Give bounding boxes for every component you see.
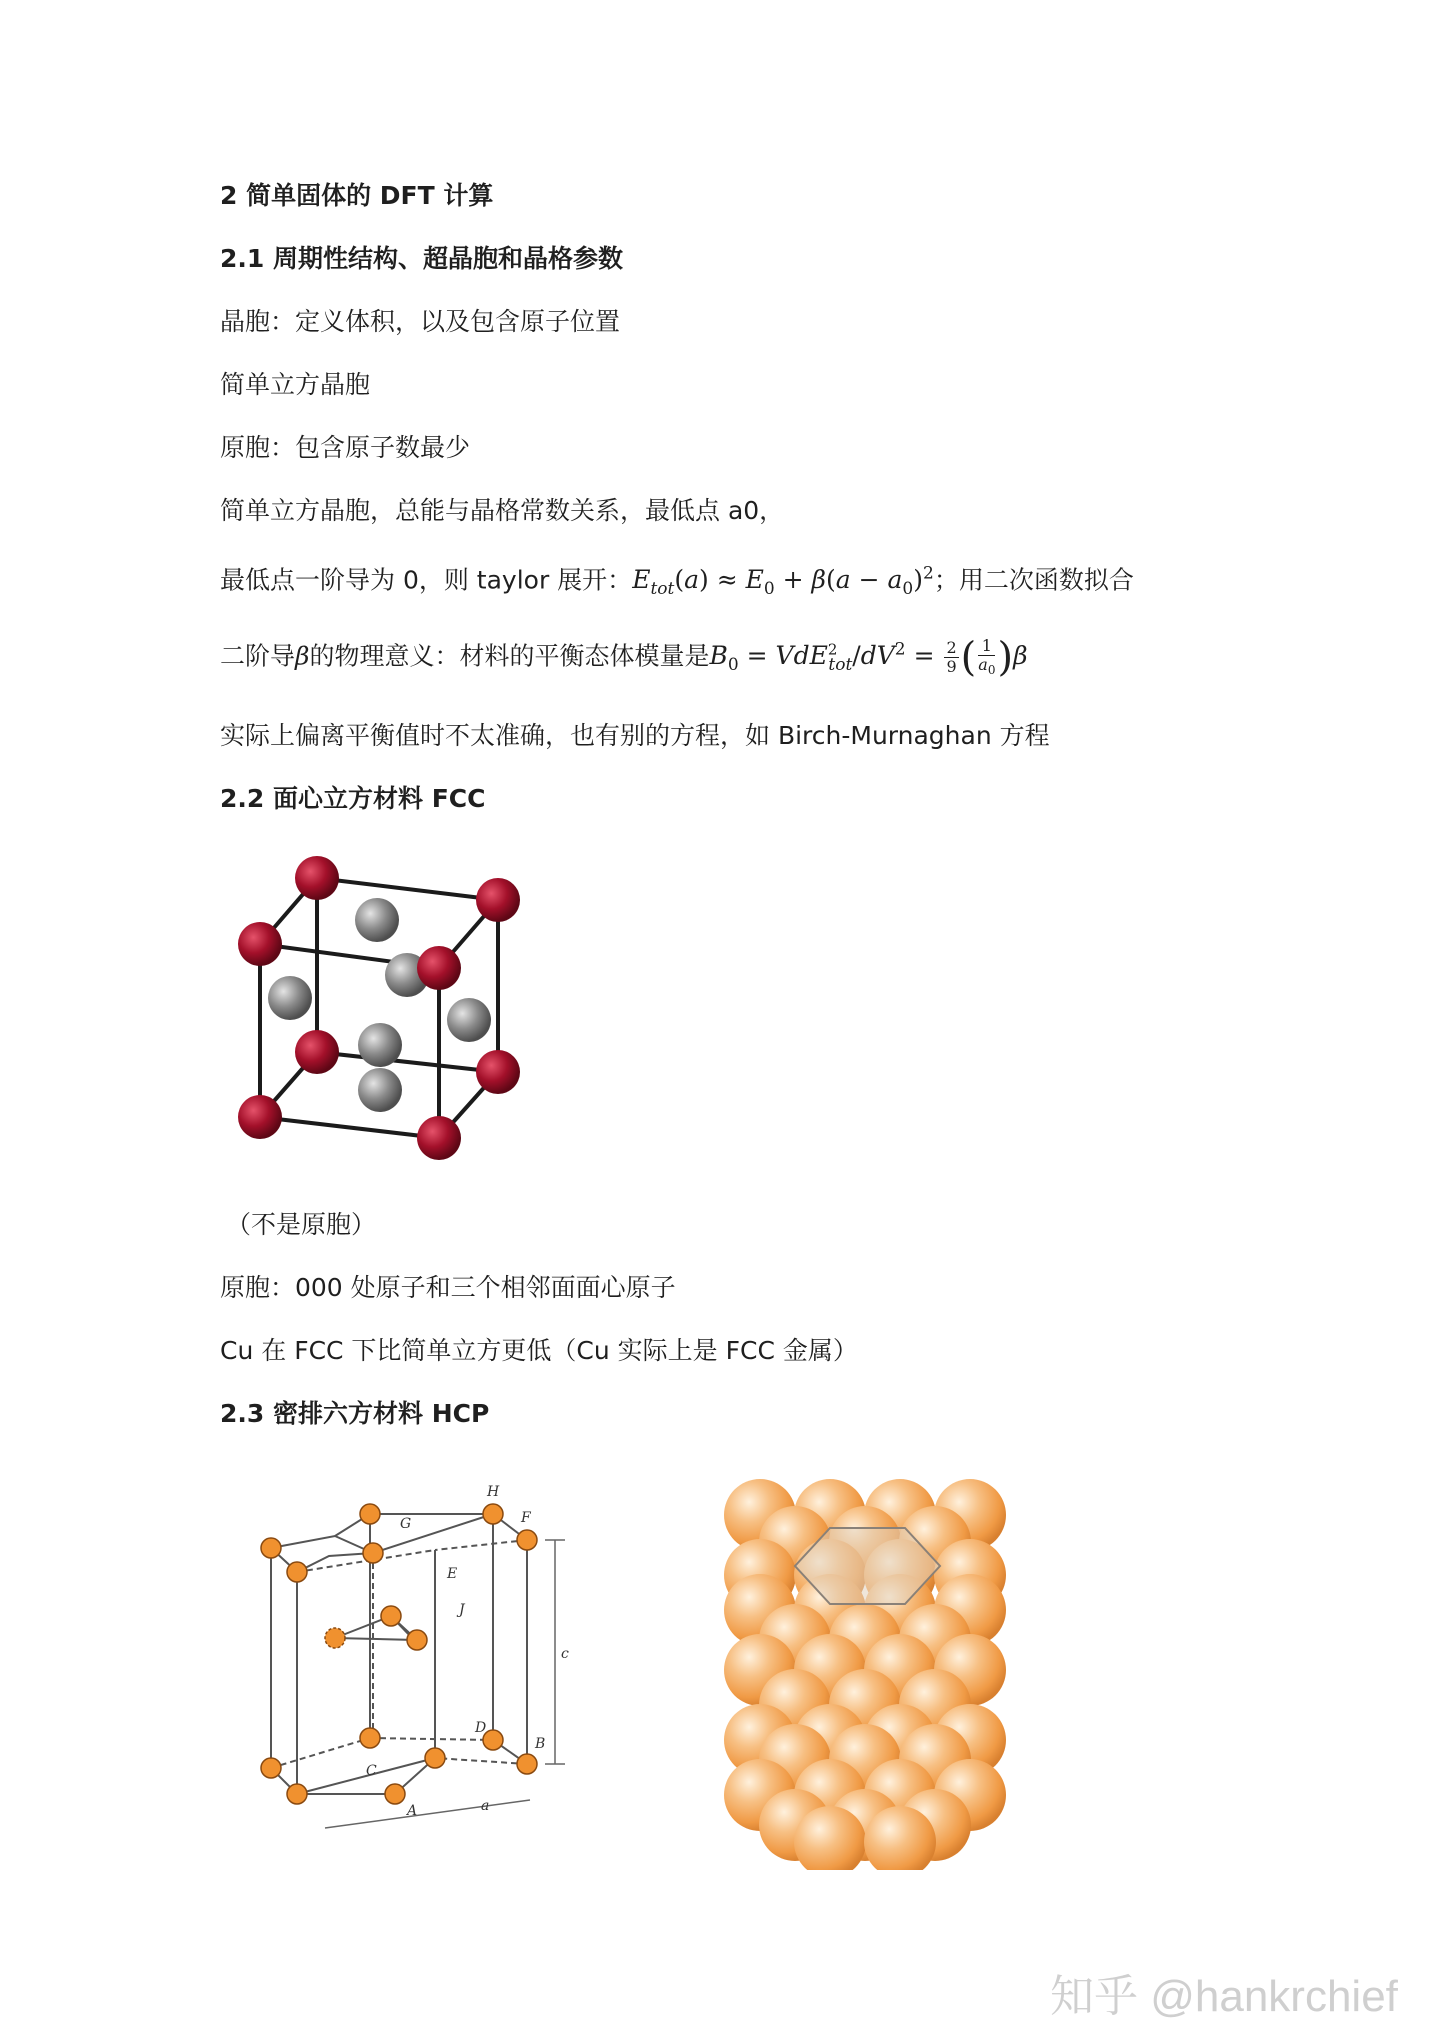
text-line-bulk-modulus — [220, 632, 1028, 683]
text-line-simple-cubic: 简单立方晶胞 — [220, 370, 371, 399]
hcp-atom — [287, 1784, 307, 1804]
bulk-middle: 的物理意义：材料的平衡态体模量是 — [309, 641, 710, 671]
fcc-atoms — [238, 856, 520, 1160]
hcp-atom — [360, 1728, 380, 1748]
label-e: E — [447, 1566, 458, 1582]
hcp-atom — [360, 1504, 380, 1524]
hcp-atom — [363, 1543, 383, 1563]
label-h: H — [487, 1484, 500, 1500]
label-d: D — [475, 1720, 487, 1736]
subsection-2-1-title: 2.1 周期性结构、超晶胞和晶格参数 — [220, 244, 623, 273]
fcc-unit-cell-figure — [215, 840, 535, 1180]
zhihu-watermark: 知乎 @hankrchief — [1050, 1972, 1398, 2021]
label-a-dimension: a — [481, 1798, 490, 1814]
corner-atom — [238, 1095, 282, 1139]
label-b: B — [535, 1736, 546, 1752]
hcp-atom — [517, 1530, 537, 1550]
face-atom — [447, 998, 491, 1042]
corner-atom — [417, 946, 461, 990]
taylor-equation: $E_{tot}(a) \approx E_0 + \beta(a - a_0)^2$ — [632, 564, 934, 600]
subsection-2-2-title: 2.2 面心立方材料 FCC — [220, 784, 486, 813]
text-line-primitive-cell: 原胞：包含原子数最少 — [220, 433, 471, 462]
text-line-birch: 实际上偏离平衡值时不太准确，也有别的方程，如 Birch-Murnaghan 方程 — [220, 721, 1050, 750]
bulk-prefix: 二阶导 — [220, 641, 296, 671]
hcp-atom — [261, 1538, 281, 1558]
corner-atom — [238, 922, 282, 966]
hcp-atom — [381, 1606, 401, 1626]
label-f: F — [521, 1510, 531, 1526]
text-line-cu-fcc: Cu 在 FCC 下比简单立方更低（Cu 实际上是 FCC 金属） — [220, 1336, 858, 1365]
hcp-atom — [407, 1630, 427, 1650]
label-c-vertex: C — [366, 1763, 377, 1779]
text-line-unit-cell: 晶胞：定义体积，以及包含原子位置 — [220, 307, 621, 336]
hcp-unit-cell-diagram — [245, 1478, 590, 1838]
corner-atom — [476, 1050, 520, 1094]
text-line-primitive-fcc: 原胞：000 处原子和三个相邻面面心原子 — [220, 1273, 676, 1302]
face-atom — [358, 1068, 402, 1112]
hcp-atom — [385, 1784, 405, 1804]
face-atom — [358, 1023, 402, 1067]
corner-atom — [417, 1116, 461, 1160]
hcp-atom — [483, 1504, 503, 1524]
label-g: G — [400, 1516, 412, 1532]
section-title: 2 简单固体的 DFT 计算 — [220, 181, 494, 210]
corner-atom — [295, 1030, 339, 1074]
corner-atom — [476, 878, 520, 922]
label-j: J — [459, 1602, 465, 1618]
bulk-equation: $B_0 = VdE^2_{tot}/dV^2$ = $\frac{2}{9}$ ( $\frac{1}{a_0}$ )β — [709, 634, 1028, 681]
hcp-sphere-packing — [690, 1470, 1060, 1870]
hcp-atom — [425, 1748, 445, 1768]
beta-symbol: β — [295, 641, 310, 671]
text-line-energy-lattice: 简单立方晶胞，总能与晶格常数关系，最低点 a0， — [220, 496, 785, 525]
hcp-atom — [261, 1758, 281, 1778]
subsection-2-3-title: 2.3 密排六方材料 HCP — [220, 1399, 490, 1428]
text-line-taylor — [220, 556, 1134, 607]
label-c-dimension: c — [561, 1646, 569, 1662]
taylor-suffix: ；用二次函数拟合 — [933, 565, 1134, 595]
fcc-caption: （不是原胞） — [226, 1210, 377, 1239]
hcp-atom — [325, 1628, 345, 1648]
corner-atom — [295, 856, 339, 900]
label-a-vertex: A — [407, 1803, 418, 1819]
hcp-atom — [517, 1754, 537, 1774]
taylor-prefix: 最低点一阶导为 0，则 taylor 展开： — [220, 565, 633, 595]
hcp-atom — [287, 1562, 307, 1582]
face-atom — [355, 898, 399, 942]
face-atom — [268, 976, 312, 1020]
